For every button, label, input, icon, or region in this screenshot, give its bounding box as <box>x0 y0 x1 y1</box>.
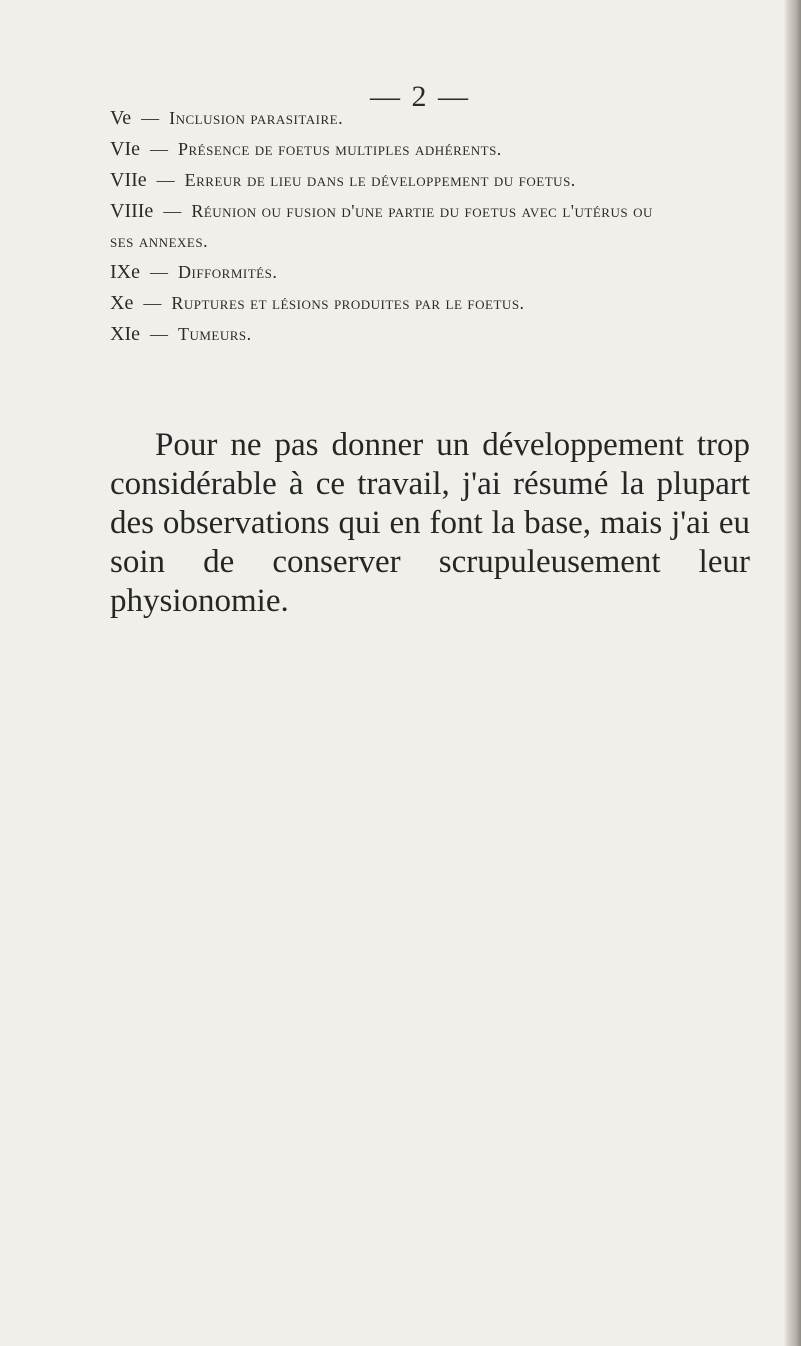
toc-numeral: Xe <box>110 292 134 314</box>
toc-entry-5 <box>110 107 780 129</box>
toc-numeral: Ve <box>110 107 132 129</box>
toc-title: Erreur de lieu dans le développement du foetus. <box>184 170 576 190</box>
toc-title: Présence de foetus multiples adhérents. <box>177 139 502 159</box>
toc-numeral: IXe <box>110 261 140 283</box>
table-of-contents <box>110 107 780 354</box>
toc-numeral: VIIe <box>110 169 147 191</box>
toc-title: Tumeurs. <box>177 324 252 344</box>
toc-title: Réunion ou fusion d'une partie du foetus avec l'utérus ou <box>191 201 653 221</box>
body-paragraph: Pour ne pas donner un développement trop considérable à ce travail, j'ai résumé la plupart des observations qui en font la base, mais j'ai eu soin de conserver scrupuleusement leur physionomie. <box>110 427 750 619</box>
toc-entry-10 <box>110 292 780 314</box>
toc-entry-6 <box>110 138 780 160</box>
toc-dash: — <box>143 293 162 313</box>
toc-title: Inclusion parasitaire. <box>169 108 344 128</box>
toc-dash: — <box>163 201 182 221</box>
toc-numeral: VIIIe <box>110 200 154 222</box>
toc-dash: — <box>141 108 160 128</box>
toc-title: Difformités. <box>177 262 278 282</box>
toc-dash: — <box>149 139 168 159</box>
toc-numeral: XIe <box>110 323 140 345</box>
toc-numeral: VIe <box>110 138 140 160</box>
toc-dash: — <box>149 262 168 282</box>
toc-entry-9 <box>110 261 780 283</box>
toc-entry-11 <box>110 323 780 345</box>
page-number: — 2 — <box>370 80 470 113</box>
toc-entry-7 <box>110 169 780 191</box>
toc-title: Ruptures et lésions produites par le foetus. <box>171 293 525 313</box>
toc-entry-8 <box>110 200 780 252</box>
toc-title-continuation: ses annexes. <box>110 231 209 251</box>
page-edge <box>787 0 801 1346</box>
toc-dash: — <box>156 170 175 190</box>
toc-dash: — <box>149 324 168 344</box>
